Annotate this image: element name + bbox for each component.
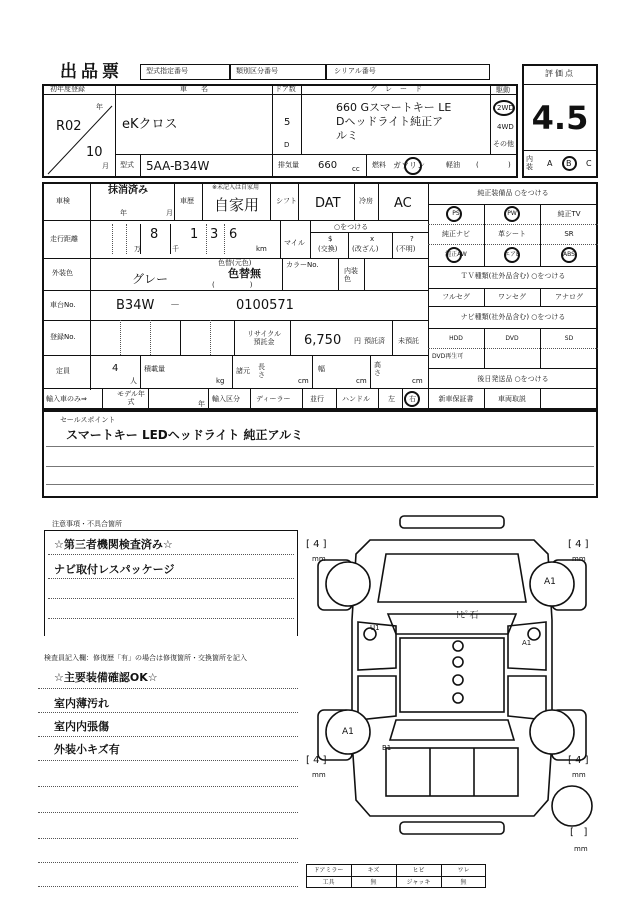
width-label: 幅 — [318, 365, 325, 373]
mileage-digit-1: 8 — [150, 227, 159, 242]
tread-lf-unit: mm — [312, 555, 326, 563]
meter-sub-1: (交換) — [318, 245, 338, 253]
doors-d: D — [284, 141, 290, 149]
color-change-value: 色替無 — [228, 267, 261, 280]
fuel-selected-circle — [404, 157, 422, 175]
page-title: 出品票 — [60, 62, 123, 82]
inspector-line-2: 室内薄汚れ — [54, 697, 109, 710]
tread-bracket-spare: [ ] — [570, 827, 588, 838]
width-cm-unit: cm — [356, 377, 367, 385]
shaken-label: 車検 — [56, 197, 70, 205]
man-unit: 万 — [134, 245, 141, 253]
footer-r2-c1: 工具 — [322, 878, 335, 886]
shaken-value: 抹消済み — [108, 185, 148, 196]
shift-value: DAT — [315, 196, 341, 211]
doors-value: 5 — [284, 117, 291, 128]
interior-grade-c: C — [586, 159, 592, 168]
equip-pw: PW — [507, 210, 517, 217]
drive-4wd: 4WD — [497, 123, 514, 131]
footer-r2-c4: 無 — [460, 878, 467, 886]
tread-bracket-lr: [ 4 ] — [306, 755, 327, 766]
chassis-label: 車台No. — [50, 301, 76, 309]
reg-no-label: 登録No. — [50, 333, 76, 341]
chassis-number: 0100571 — [236, 298, 294, 313]
person-unit: 人 — [130, 377, 137, 385]
mark-a1-right-side: A1 — [522, 639, 532, 647]
meter-opt-1: $ — [328, 235, 333, 243]
tread-bracket-lf: [ 4 ] — [306, 539, 327, 550]
equip-abs: ABS — [563, 251, 575, 258]
tread-bracket-rr: [ 4 ] — [568, 755, 589, 766]
handle-label: ハンドル — [342, 395, 370, 403]
model-year-label: モデル年式 — [117, 390, 145, 406]
capacity-value: 4 — [112, 363, 119, 374]
vehicle-name: eKクロス — [122, 117, 178, 132]
interior-grade-a: A — [547, 159, 553, 168]
grade-line-3: ルミ — [336, 129, 358, 142]
height-cm-unit: cm — [412, 377, 423, 385]
recycle-unit: 円 — [354, 337, 361, 345]
mileage-label: 走行距離 — [50, 235, 78, 243]
score-value: 4.5 — [531, 99, 589, 137]
handle-right: 右 — [409, 395, 416, 403]
grade-line-2: Dヘッドライト純正ア — [336, 115, 444, 128]
footer-r1-c3: ヒビ — [412, 866, 425, 874]
meter-opt-3: ? — [410, 235, 414, 243]
mileage-digit-3: 3 — [210, 227, 219, 242]
caution-label: 注意事項・不具合箇所 — [52, 520, 122, 528]
interior-label: 内装 — [526, 155, 533, 171]
footer-r2-c2: 無 — [370, 878, 377, 886]
fuel-value: ガソリン — [393, 161, 425, 170]
dims-label: 諸元 — [236, 367, 250, 375]
mileage-digit-4: 6 — [229, 227, 238, 242]
tv-analog: アナログ — [555, 292, 583, 301]
equipment-title: 純正装備品 ○をつける — [477, 188, 549, 197]
grade-label: グレード — [370, 85, 430, 93]
sales-point-label: セールスポイント — [60, 416, 116, 424]
interior-color-label: 内装色 — [344, 267, 358, 283]
history-value: 自家用 — [214, 196, 260, 214]
model-code-label: 型式 — [120, 161, 134, 169]
tv-one: ワンセグ — [498, 292, 526, 301]
eval-label: 評価点 — [545, 69, 575, 78]
tread-bracket-rf: [ 4 ] — [568, 539, 589, 550]
model-year-unit: 年 — [198, 400, 205, 408]
navi-hdd: HDD — [449, 335, 463, 342]
mile-label: マイル — [284, 239, 305, 247]
grade-line-1: 660 Gスマートキー LE — [336, 101, 452, 114]
color-no-label: カラーNo. — [286, 261, 319, 269]
mark-a1-left-bottom: A1 — [342, 727, 354, 737]
navi-dvd: DVD — [505, 335, 519, 342]
equip-leather: 革シート — [498, 229, 526, 238]
serial-label: シリアル番号 — [334, 67, 376, 75]
model-code-value: 5AA-B34W — [146, 159, 210, 173]
displacement-value: 660 — [318, 160, 338, 171]
recycle-not: 未預託 — [398, 337, 419, 345]
reg-month-value: 10 — [86, 145, 103, 160]
equip-tv: 純正TV — [557, 209, 581, 218]
tread-rf-unit: mm — [572, 555, 586, 563]
length-cm-unit: cm — [298, 377, 309, 385]
drive-2wd: 2WD — [497, 104, 514, 112]
reg-year-unit: 年 — [96, 103, 103, 111]
color-label: 外装色 — [52, 269, 73, 277]
footer-r1-c4: ワレ — [457, 866, 470, 874]
color-value: グレー — [132, 272, 169, 286]
mark-hood: ﾄﾋﾟ石 — [456, 611, 479, 621]
caution-line-1: ☆第三者機関検査済み☆ — [54, 538, 173, 551]
capacity-label: 定員 — [56, 367, 70, 375]
drive-label: 駆動 — [496, 86, 510, 94]
inspector-line-3: 室内内張傷 — [54, 720, 109, 733]
tv-full: フルセグ — [442, 292, 470, 301]
sen-unit: 千 — [172, 245, 179, 253]
ac-value: AC — [394, 196, 412, 211]
history-note: ※未記入は自家用 — [212, 184, 260, 191]
interior-grade-b: B — [566, 159, 572, 168]
later-warranty: 新車保証書 — [438, 394, 474, 403]
color-change-label: 色替(元色) — [218, 259, 252, 267]
inspector-line-4: 外装小キズ有 — [54, 743, 120, 756]
model-cert-label: 型式指定番号 — [146, 67, 188, 75]
ac-label: 冷房 — [359, 197, 373, 205]
km-unit: km — [256, 245, 267, 253]
footer-r1-c2: キズ — [367, 866, 380, 874]
doors-label: ドア数 — [275, 85, 296, 93]
import-class-label: 輸入区分 — [212, 395, 240, 403]
meter-sub-2: (改ざん) — [352, 245, 379, 253]
mark-a1-right-top: A1 — [544, 577, 556, 587]
cc-unit: cc — [352, 165, 360, 173]
length-label: 長さ — [258, 363, 265, 379]
footer-r2-c3: ジャッキ — [406, 878, 431, 886]
navi-title: ナビ種類(社外品含む) ○をつける — [460, 312, 566, 321]
load-kg-unit: kg — [216, 377, 225, 385]
later-title: 後日発送品 ○をつける — [477, 374, 549, 383]
caution-line-2: ナビ取付レスパッケージ — [54, 563, 175, 576]
mark-u1: U1 — [370, 624, 380, 632]
fuel-label: 燃料 — [372, 161, 386, 169]
equip-sr: SR — [564, 229, 574, 238]
shaken-month-unit: 月 — [166, 209, 173, 217]
import-label: 輸入車のみ⇒ — [46, 395, 87, 403]
tv-title: ＴＶ種類(社外品含む) ○をつける — [460, 271, 566, 280]
later-manual: 車両取説 — [498, 394, 526, 403]
mark-b1: B1 — [382, 744, 392, 752]
navi-sd: SD — [564, 335, 574, 342]
meter-circle-note: ○をつける — [334, 223, 369, 231]
dealer-label: ディーラー — [256, 395, 291, 403]
color-change-paren: ( ) — [212, 281, 253, 289]
meter-opt-2: x — [370, 235, 375, 243]
footer-r1-c1: ドアミラー — [313, 866, 344, 874]
inspector-line-1: ☆主要装備確認OK☆ — [54, 671, 158, 684]
chassis-prefix: B34W — [116, 298, 155, 313]
height-label: 高さ — [374, 361, 381, 377]
class-label: 類別区分番号 — [236, 67, 278, 75]
recycle-value: 6,750 — [304, 333, 342, 348]
dvd-play-label: DVD再生可 — [432, 353, 464, 360]
inspector-label: 検査員記入欄：修復歴「有」の場合は修復箇所・交換箇所を記入 — [44, 654, 247, 662]
handle-left: 左 — [388, 395, 395, 403]
parallel-label: 並行 — [310, 395, 324, 403]
equip-airbag: エアB — [503, 251, 521, 258]
displacement-label: 排気量 — [278, 161, 299, 169]
reg-month-unit: 月 — [102, 162, 109, 170]
chassis-dash: － — [170, 300, 180, 311]
history-label: 車歴 — [180, 197, 194, 205]
drive-other: その他 — [493, 140, 514, 148]
equip-aw: 純正AW — [445, 251, 467, 258]
equip-navi: 純正ナビ — [442, 229, 470, 238]
shaken-year-unit: 年 — [120, 209, 127, 217]
recycle-deposited: 預託済 — [364, 337, 385, 345]
car-diagram — [300, 510, 600, 860]
sales-point-text: スマートキー LEDヘッドライト 純正アルミ — [66, 428, 304, 442]
shift-label: シフト — [276, 197, 297, 205]
load-label: 積載量 — [144, 365, 165, 373]
equip-ps: PS — [452, 210, 460, 217]
tread-spare-unit: mm — [574, 845, 588, 853]
name-label: 車名 — [180, 85, 222, 93]
reg-year-value: R02 — [56, 119, 82, 134]
meter-sub-3: (不明) — [396, 245, 416, 253]
mileage-digit-2: 1 — [190, 227, 199, 242]
tread-lr-unit: mm — [312, 771, 326, 779]
recycle-label: リサイクル預託金 — [246, 330, 282, 347]
tread-rr-unit: mm — [572, 771, 586, 779]
first-reg-label: 初年度登録 — [50, 85, 85, 93]
light-oil-label: 軽油 — [446, 161, 460, 169]
